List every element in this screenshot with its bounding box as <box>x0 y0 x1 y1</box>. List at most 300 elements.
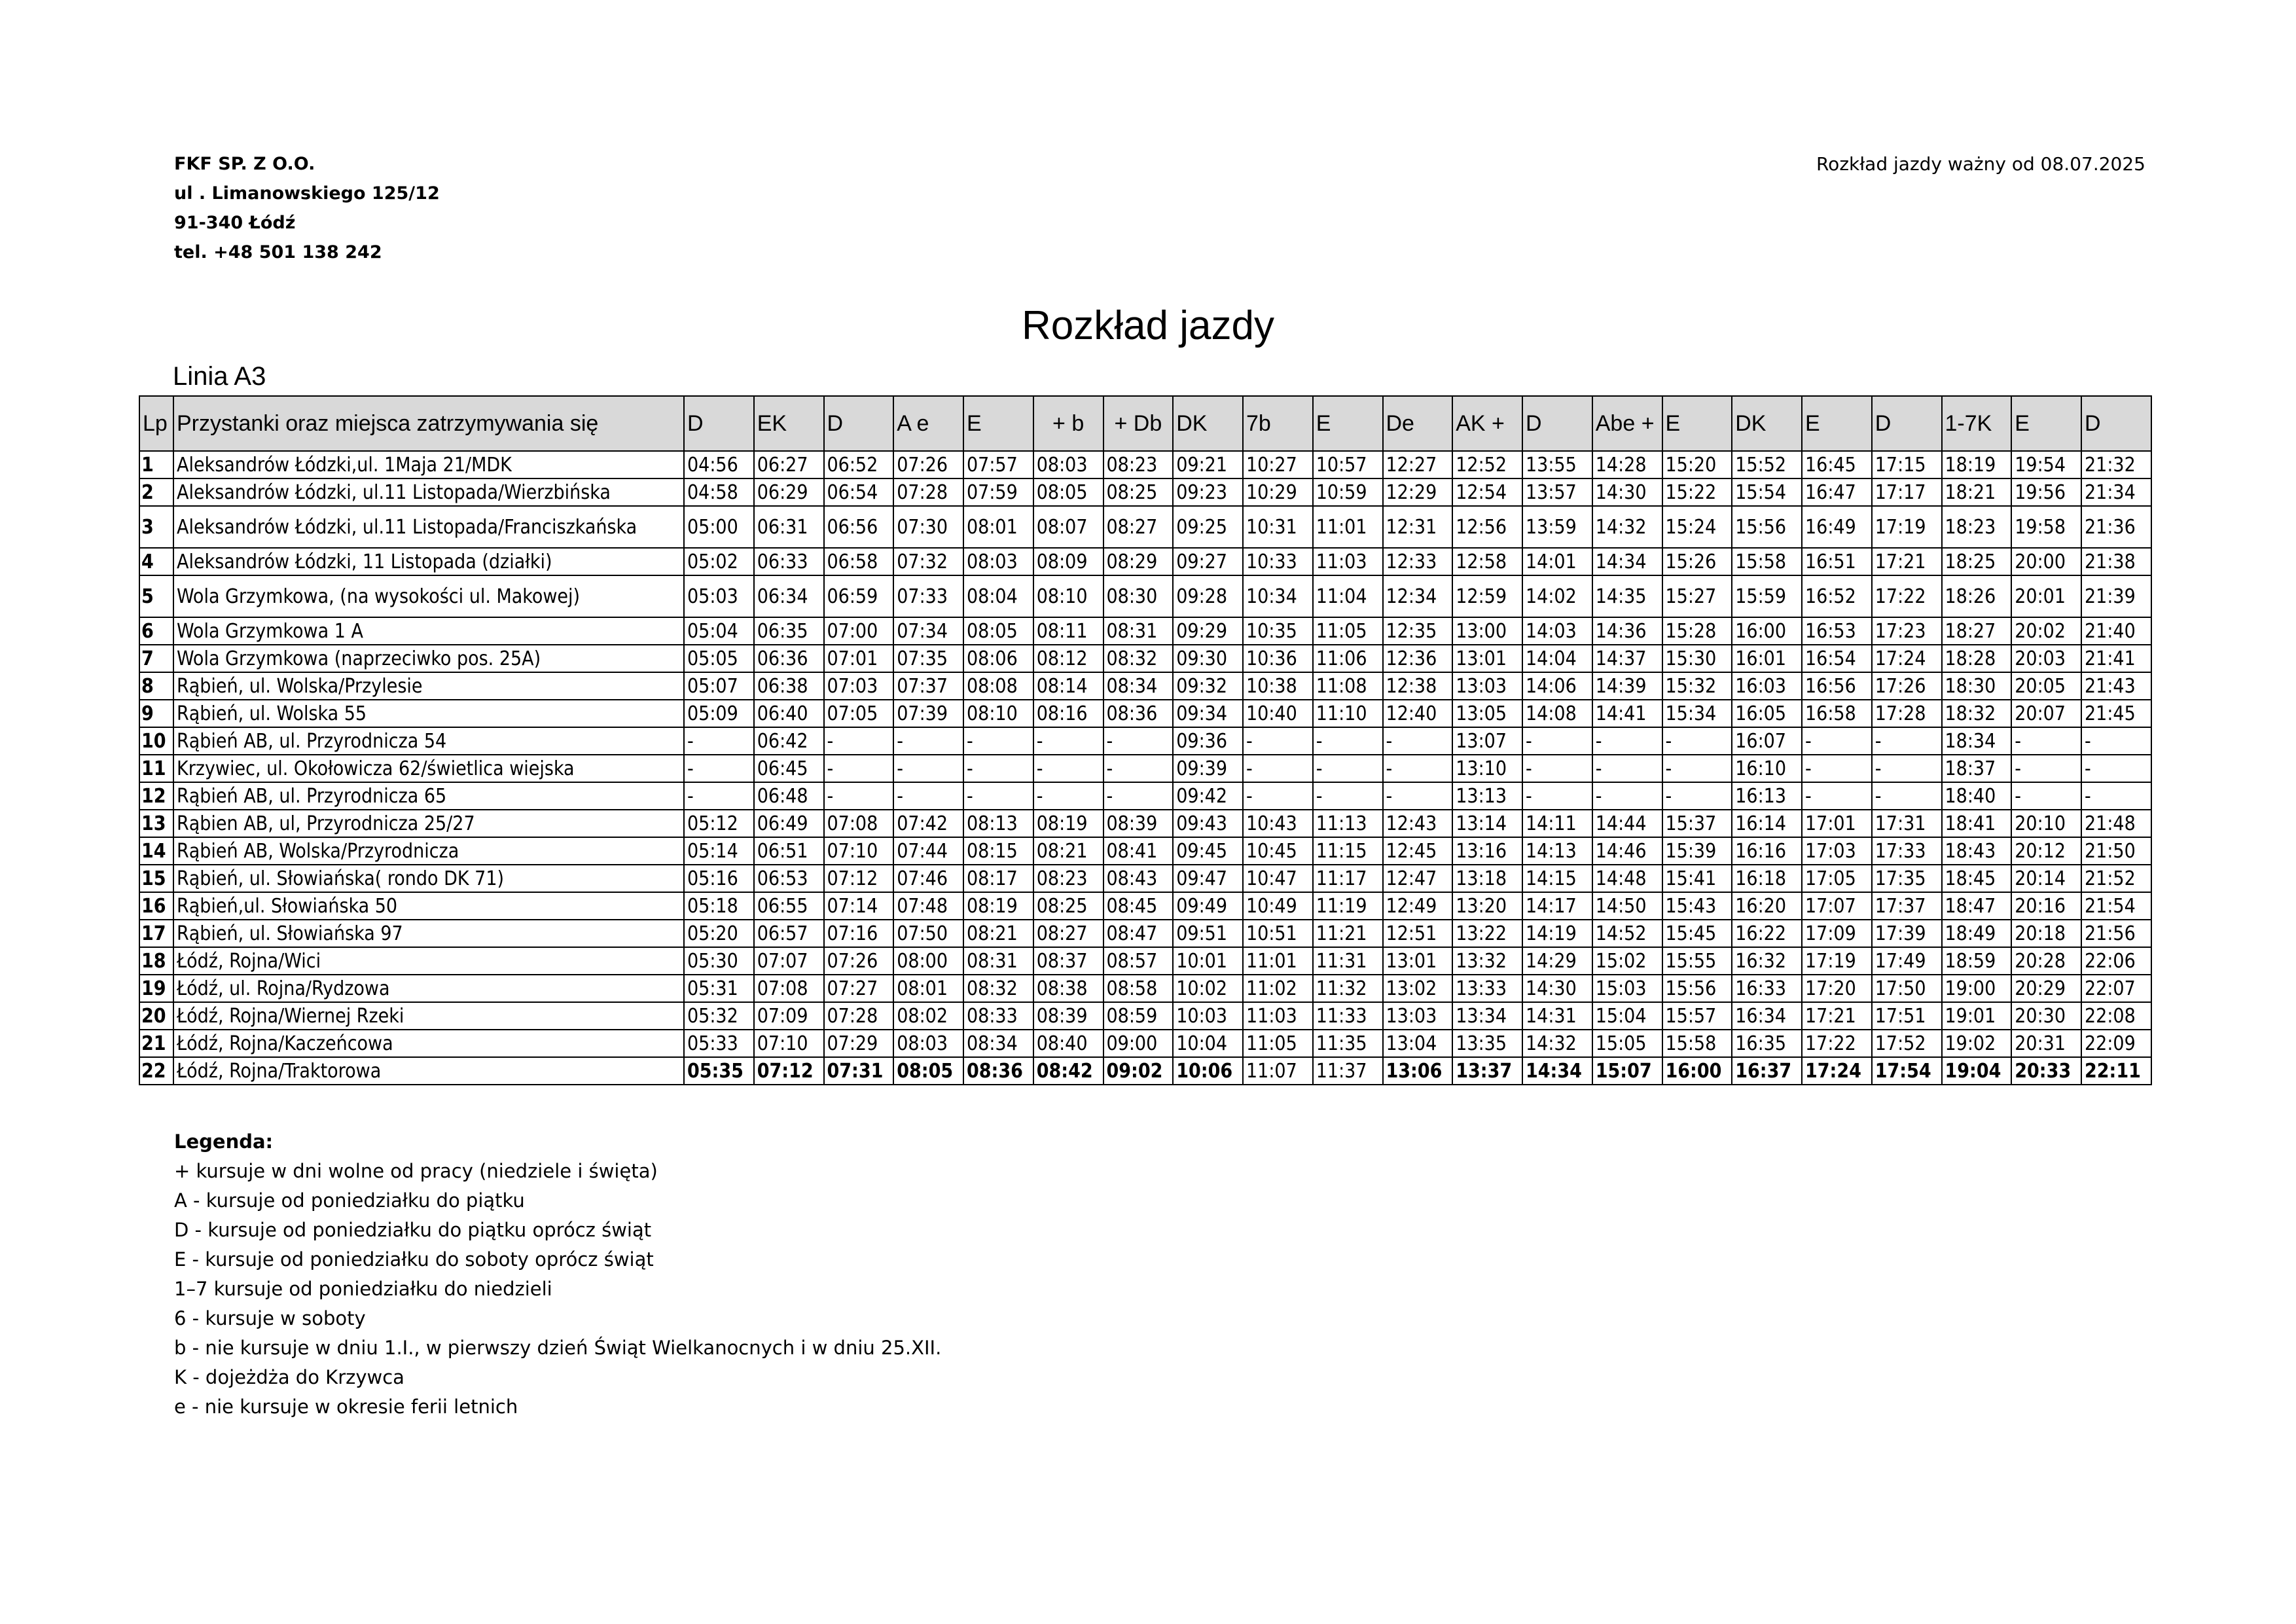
departure-time: 08:27 <box>1103 506 1174 548</box>
departure-time: 17:51 <box>1872 1002 1942 1030</box>
stop-name: Wola Grzymkowa 1 A <box>173 617 684 645</box>
departure-time: 05:33 <box>684 1030 754 1057</box>
stop-name: Wola Grzymkowa (naprzeciwko pos. 25A) <box>173 645 684 672</box>
departure-time: 12:43 <box>1383 810 1453 837</box>
departure-time: 17:07 <box>1802 892 1872 920</box>
departure-time: 08:17 <box>963 865 1033 892</box>
departure-time: 22:08 <box>2081 1002 2151 1030</box>
departure-time: 07:48 <box>893 892 963 920</box>
departure-time: - <box>1103 727 1174 755</box>
departure-time: 14:29 <box>1522 947 1592 975</box>
departure-time: 08:19 <box>963 892 1033 920</box>
departure-time: 05:14 <box>684 837 754 865</box>
departure-time: 10:33 <box>1243 548 1313 575</box>
course-header: DK <box>1732 396 1802 451</box>
stop-name: Wola Grzymkowa, (na wysokości ul. Makowej) <box>173 575 684 617</box>
departure-time: - <box>963 727 1033 755</box>
departure-time: - <box>1662 755 1732 782</box>
departure-time: 07:08 <box>824 810 894 837</box>
departure-time: 17:50 <box>1872 975 1942 1002</box>
departure-time: 07:59 <box>963 478 1033 506</box>
course-header: E <box>1662 396 1732 451</box>
departure-time: - <box>1313 755 1383 782</box>
departure-time: - <box>2081 755 2151 782</box>
departure-time: 07:26 <box>893 451 963 478</box>
departure-time: 07:37 <box>893 672 963 700</box>
departure-time: 16:16 <box>1732 837 1802 865</box>
departure-time: 09:39 <box>1173 755 1243 782</box>
stop-name: Rąbień AB, ul. Przyrodnicza 65 <box>173 782 684 810</box>
departure-time: 13:57 <box>1522 478 1592 506</box>
departure-time: 14:39 <box>1592 672 1662 700</box>
departure-time: 19:02 <box>1942 1030 2012 1057</box>
departure-time: 21:50 <box>2081 837 2151 865</box>
departure-time: 20:10 <box>2011 810 2081 837</box>
departure-time: 12:49 <box>1383 892 1453 920</box>
departure-time: 13:55 <box>1522 451 1592 478</box>
departure-time: - <box>1872 755 1942 782</box>
departure-time: 11:08 <box>1313 672 1383 700</box>
departure-time: 14:11 <box>1522 810 1592 837</box>
departure-time: 07:12 <box>754 1057 824 1085</box>
table-row <box>139 920 2151 947</box>
departure-time: 07:29 <box>824 1030 894 1057</box>
departure-time: 08:43 <box>1103 865 1174 892</box>
departure-time: 08:47 <box>1103 920 1174 947</box>
departure-time: 17:21 <box>1872 548 1942 575</box>
departure-time: 20:03 <box>2011 645 2081 672</box>
departure-time: - <box>2081 727 2151 755</box>
table-row <box>139 645 2151 672</box>
departure-time: 09:23 <box>1173 478 1243 506</box>
departure-time: 12:35 <box>1383 617 1453 645</box>
departure-time: 10:40 <box>1243 700 1313 727</box>
departure-time: 14:30 <box>1592 478 1662 506</box>
departure-time: 06:57 <box>754 920 824 947</box>
course-header: 1-7K <box>1942 396 2012 451</box>
departure-time: 17:35 <box>1872 865 1942 892</box>
row-number: 8 <box>139 672 173 700</box>
departure-time: 07:33 <box>893 575 963 617</box>
departure-time: 15:58 <box>1662 1030 1732 1057</box>
departure-time: 19:00 <box>1942 975 2012 1002</box>
departure-time: 19:58 <box>2011 506 2081 548</box>
departure-time: 14:41 <box>1592 700 1662 727</box>
departure-time: 09:47 <box>1173 865 1243 892</box>
departure-time: 12:54 <box>1452 478 1522 506</box>
stop-name: Aleksandrów Łódzki,ul. 1Maja 21/MDK <box>173 451 684 478</box>
departure-time: 12:29 <box>1383 478 1453 506</box>
departure-time: 14:32 <box>1522 1030 1592 1057</box>
departure-time: 09:51 <box>1173 920 1243 947</box>
table-row <box>139 975 2151 1002</box>
departure-time: 08:23 <box>1103 451 1174 478</box>
course-header: DK <box>1173 396 1243 451</box>
row-number: 6 <box>139 617 173 645</box>
departure-time: 06:56 <box>824 506 894 548</box>
departure-time: 14:34 <box>1592 548 1662 575</box>
departure-time: 14:48 <box>1592 865 1662 892</box>
departure-time: 11:05 <box>1313 617 1383 645</box>
departure-time: 06:59 <box>824 575 894 617</box>
departure-time: 14:15 <box>1522 865 1592 892</box>
timetable-header-row <box>139 396 2151 451</box>
departure-time: 08:00 <box>893 947 963 975</box>
departure-time: 16:10 <box>1732 755 1802 782</box>
departure-time: 14:19 <box>1522 920 1592 947</box>
departure-time: 07:10 <box>754 1030 824 1057</box>
legend-item: 1–7 kursuje od poniedziałku do niedzieli <box>174 1278 552 1300</box>
departure-time: 12:38 <box>1383 672 1453 700</box>
departure-time: 15:26 <box>1662 548 1732 575</box>
departure-time: 11:17 <box>1313 865 1383 892</box>
departure-time: 10:27 <box>1243 451 1313 478</box>
departure-time: 11:01 <box>1313 506 1383 548</box>
course-header: Abe + <box>1592 396 1662 451</box>
departure-time: 09:28 <box>1173 575 1243 617</box>
table-row <box>139 1030 2151 1057</box>
departure-time: 20:01 <box>2011 575 2081 617</box>
course-header: De <box>1383 396 1453 451</box>
row-number: 9 <box>139 700 173 727</box>
departure-time: 21:36 <box>2081 506 2151 548</box>
departure-time: 06:40 <box>754 700 824 727</box>
departure-time: - <box>1243 755 1313 782</box>
departure-time: 15:56 <box>1732 506 1802 548</box>
departure-time: 12:52 <box>1452 451 1522 478</box>
departure-time: 09:36 <box>1173 727 1243 755</box>
departure-time: 18:27 <box>1942 617 2012 645</box>
departure-time: - <box>684 727 754 755</box>
departure-time: 08:25 <box>1033 892 1103 920</box>
stop-name: Łódź, Rojna/Wici <box>173 947 684 975</box>
departure-time: 12:34 <box>1383 575 1453 617</box>
departure-time: 06:34 <box>754 575 824 617</box>
departure-time: 17:03 <box>1802 837 1872 865</box>
departure-time: - <box>1522 755 1592 782</box>
table-row <box>139 837 2151 865</box>
departure-time: 16:35 <box>1732 1030 1802 1057</box>
row-number: 20 <box>139 1002 173 1030</box>
table-row <box>139 810 2151 837</box>
departure-time: 08:36 <box>1103 700 1174 727</box>
departure-time: 05:02 <box>684 548 754 575</box>
departure-time: 19:56 <box>2011 478 2081 506</box>
departure-time: 16:01 <box>1732 645 1802 672</box>
departure-time: - <box>2081 782 2151 810</box>
departure-time: - <box>1802 727 1872 755</box>
departure-time: 15:22 <box>1662 478 1732 506</box>
departure-time: 06:29 <box>754 478 824 506</box>
departure-time: 08:27 <box>1033 920 1103 947</box>
departure-time: 06:54 <box>824 478 894 506</box>
course-header: A e <box>893 396 963 451</box>
departure-time: 08:01 <box>963 506 1033 548</box>
departure-time: 12:45 <box>1383 837 1453 865</box>
departure-time: 08:12 <box>1033 645 1103 672</box>
departure-time: 07:57 <box>963 451 1033 478</box>
departure-time: 06:38 <box>754 672 824 700</box>
departure-time: 15:30 <box>1662 645 1732 672</box>
departure-time: 11:21 <box>1313 920 1383 947</box>
departure-time: 21:56 <box>2081 920 2151 947</box>
departure-time: 20:16 <box>2011 892 2081 920</box>
departure-time: 11:33 <box>1313 1002 1383 1030</box>
departure-time: 17:52 <box>1872 1030 1942 1057</box>
departure-time: 18:43 <box>1942 837 2012 865</box>
departure-time: 18:47 <box>1942 892 2012 920</box>
departure-time: 13:06 <box>1383 1057 1453 1085</box>
departure-time: 10:59 <box>1313 478 1383 506</box>
table-row <box>139 548 2151 575</box>
departure-time: 13:02 <box>1383 975 1453 1002</box>
departure-time: 05:18 <box>684 892 754 920</box>
departure-time: 15:52 <box>1732 451 1802 478</box>
departure-time: 11:13 <box>1313 810 1383 837</box>
departure-time: 08:11 <box>1033 617 1103 645</box>
departure-time: 14:44 <box>1592 810 1662 837</box>
departure-time: 11:06 <box>1313 645 1383 672</box>
departure-time: 09:45 <box>1173 837 1243 865</box>
table-row <box>139 1002 2151 1030</box>
departure-time: 07:08 <box>754 975 824 1002</box>
course-header: E <box>2011 396 2081 451</box>
departure-time: 20:12 <box>2011 837 2081 865</box>
departure-time: - <box>1522 727 1592 755</box>
departure-time: 16:54 <box>1802 645 1872 672</box>
departure-time: 20:29 <box>2011 975 2081 1002</box>
legend-item: K - dojeżdża do Krzywca <box>174 1366 404 1388</box>
row-number: 21 <box>139 1030 173 1057</box>
departure-time: 11:01 <box>1243 947 1313 975</box>
departure-time: 09:00 <box>1103 1030 1174 1057</box>
stop-name: Aleksandrów Łódzki, ul.11 Listopada/Wierzbińska <box>173 478 684 506</box>
departure-time: 22:06 <box>2081 947 2151 975</box>
departure-time: 08:32 <box>963 975 1033 1002</box>
departure-time: 08:34 <box>1103 672 1174 700</box>
departure-time: 14:08 <box>1522 700 1592 727</box>
departure-time: 07:00 <box>824 617 894 645</box>
departure-time: 15:05 <box>1592 1030 1662 1057</box>
departure-time: 08:01 <box>893 975 963 1002</box>
departure-time: 16:00 <box>1662 1057 1732 1085</box>
departure-time: 11:35 <box>1313 1030 1383 1057</box>
departure-time: 13:33 <box>1452 975 1522 1002</box>
departure-time: - <box>824 727 894 755</box>
departure-time: 09:29 <box>1173 617 1243 645</box>
departure-time: 11:10 <box>1313 700 1383 727</box>
departure-time: 08:23 <box>1033 865 1103 892</box>
departure-time: 13:35 <box>1452 1030 1522 1057</box>
departure-time: 17:15 <box>1872 451 1942 478</box>
course-header: D <box>1522 396 1592 451</box>
departure-time: 17:28 <box>1872 700 1942 727</box>
departure-time: 05:30 <box>684 947 754 975</box>
departure-time: 21:45 <box>2081 700 2151 727</box>
departure-time: - <box>2011 727 2081 755</box>
departure-time: 20:30 <box>2011 1002 2081 1030</box>
row-number: 15 <box>139 865 173 892</box>
departure-time: 14:35 <box>1592 575 1662 617</box>
departure-time: 17:49 <box>1872 947 1942 975</box>
departure-time: 09:49 <box>1173 892 1243 920</box>
departure-time: 05:03 <box>684 575 754 617</box>
departure-time: 10:57 <box>1313 451 1383 478</box>
departure-time: 05:05 <box>684 645 754 672</box>
departure-time: 20:31 <box>2011 1030 2081 1057</box>
stop-name: Łódź, ul. Rojna/Rydzowa <box>173 975 684 1002</box>
departure-time: 15:28 <box>1662 617 1732 645</box>
departure-time: 12:51 <box>1383 920 1453 947</box>
row-number: 11 <box>139 755 173 782</box>
course-header: E <box>1313 396 1383 451</box>
departure-time: 16:14 <box>1732 810 1802 837</box>
departure-time: 15:39 <box>1662 837 1732 865</box>
row-number: 2 <box>139 478 173 506</box>
departure-time: 08:21 <box>1033 837 1103 865</box>
departure-time: 13:07 <box>1452 727 1522 755</box>
departure-time: 16:05 <box>1732 700 1802 727</box>
departure-time: 06:48 <box>754 782 824 810</box>
departure-time: 08:10 <box>1033 575 1103 617</box>
departure-time: 16:22 <box>1732 920 1802 947</box>
departure-time: - <box>1592 727 1662 755</box>
departure-time: 05:20 <box>684 920 754 947</box>
departure-time: 22:09 <box>2081 1030 2151 1057</box>
departure-time: 21:43 <box>2081 672 2151 700</box>
departure-time: 14:01 <box>1522 548 1592 575</box>
departure-time: 14:46 <box>1592 837 1662 865</box>
departure-time: 18:40 <box>1942 782 2012 810</box>
departure-time: 15:55 <box>1662 947 1732 975</box>
row-number: 18 <box>139 947 173 975</box>
departure-time: 20:33 <box>2011 1057 2081 1085</box>
departure-time: 07:39 <box>893 700 963 727</box>
departure-time: 08:05 <box>963 617 1033 645</box>
departure-time: 05:31 <box>684 975 754 1002</box>
departure-time: 08:09 <box>1033 548 1103 575</box>
departure-time: 08:08 <box>963 672 1033 700</box>
departure-time: 05:09 <box>684 700 754 727</box>
departure-time: 07:32 <box>893 548 963 575</box>
departure-time: 07:14 <box>824 892 894 920</box>
company-info <box>174 149 440 267</box>
legend <box>174 1127 941 1422</box>
departure-time: - <box>824 782 894 810</box>
departure-time: 14:36 <box>1592 617 1662 645</box>
departure-time: 09:42 <box>1173 782 1243 810</box>
departure-time: 15:07 <box>1592 1057 1662 1085</box>
stop-name: Rąbień AB, Wolska/Przyrodnicza <box>173 837 684 865</box>
departure-time: 11:02 <box>1243 975 1313 1002</box>
course-header: D <box>824 396 894 451</box>
table-row <box>139 727 2151 755</box>
departure-time: 12:31 <box>1383 506 1453 548</box>
course-header: D <box>684 396 754 451</box>
departure-time: 17:19 <box>1802 947 1872 975</box>
row-number: 14 <box>139 837 173 865</box>
row-number: 10 <box>139 727 173 755</box>
departure-time: 20:28 <box>2011 947 2081 975</box>
departure-time: 17:01 <box>1802 810 1872 837</box>
departure-time: 08:42 <box>1033 1057 1103 1085</box>
departure-time: - <box>1033 755 1103 782</box>
departure-time: 08:05 <box>893 1057 963 1085</box>
stop-name: Rąbień, ul. Słowiańska( rondo DK 71) <box>173 865 684 892</box>
departure-time: 15:43 <box>1662 892 1732 920</box>
departure-time: 20:18 <box>2011 920 2081 947</box>
legend-item: + kursuje w dni wolne od pracy (niedziele i święta) <box>174 1160 658 1182</box>
departure-time: 08:14 <box>1033 672 1103 700</box>
departure-time: 18:59 <box>1942 947 2012 975</box>
departure-time: 10:38 <box>1243 672 1313 700</box>
departure-time: 14:06 <box>1522 672 1592 700</box>
departure-time: - <box>1802 755 1872 782</box>
departure-time: 08:57 <box>1103 947 1174 975</box>
departure-time: 08:29 <box>1103 548 1174 575</box>
departure-time: 13:18 <box>1452 865 1522 892</box>
departure-time: 17:31 <box>1872 810 1942 837</box>
departure-time: - <box>1103 782 1174 810</box>
departure-time: 06:55 <box>754 892 824 920</box>
departure-time: 16:18 <box>1732 865 1802 892</box>
departure-time: 15:45 <box>1662 920 1732 947</box>
departure-time: 20:14 <box>2011 865 2081 892</box>
departure-time: 21:40 <box>2081 617 2151 645</box>
departure-time: 06:53 <box>754 865 824 892</box>
departure-time: - <box>1313 782 1383 810</box>
departure-time: 07:09 <box>754 1002 824 1030</box>
course-header: D <box>2081 396 2151 451</box>
departure-time: 07:01 <box>824 645 894 672</box>
departure-time: 08:58 <box>1103 975 1174 1002</box>
departure-time: 11:31 <box>1313 947 1383 975</box>
departure-time: 16:56 <box>1802 672 1872 700</box>
departure-time: 10:31 <box>1243 506 1313 548</box>
departure-time: 22:11 <box>2081 1057 2151 1085</box>
departure-time: 08:31 <box>1103 617 1174 645</box>
departure-time: 18:30 <box>1942 672 2012 700</box>
departure-time: - <box>1592 782 1662 810</box>
departure-time: 10:45 <box>1243 837 1313 865</box>
course-header: D <box>1872 396 1942 451</box>
departure-time: 14:17 <box>1522 892 1592 920</box>
departure-time: 15:54 <box>1732 478 1802 506</box>
row-number: 3 <box>139 506 173 548</box>
departure-time: - <box>893 755 963 782</box>
table-row <box>139 672 2151 700</box>
departure-time: - <box>963 755 1033 782</box>
course-header: E <box>1802 396 1872 451</box>
departure-time: 09:30 <box>1173 645 1243 672</box>
departure-time: 19:04 <box>1942 1057 2012 1085</box>
departure-time: 07:30 <box>893 506 963 548</box>
table-row <box>139 478 2151 506</box>
departure-time: 14:02 <box>1522 575 1592 617</box>
departure-time: 20:05 <box>2011 672 2081 700</box>
departure-time: 05:07 <box>684 672 754 700</box>
stop-name: Rąbień, ul. Słowiańska 97 <box>173 920 684 947</box>
departure-time: 10:36 <box>1243 645 1313 672</box>
row-number: 4 <box>139 548 173 575</box>
departure-time: 14:28 <box>1592 451 1662 478</box>
timetable <box>139 395 2152 1085</box>
departure-time: 05:16 <box>684 865 754 892</box>
departure-time: 21:54 <box>2081 892 2151 920</box>
departure-time: 08:36 <box>963 1057 1033 1085</box>
departure-time: 14:52 <box>1592 920 1662 947</box>
departure-time: 13:59 <box>1522 506 1592 548</box>
